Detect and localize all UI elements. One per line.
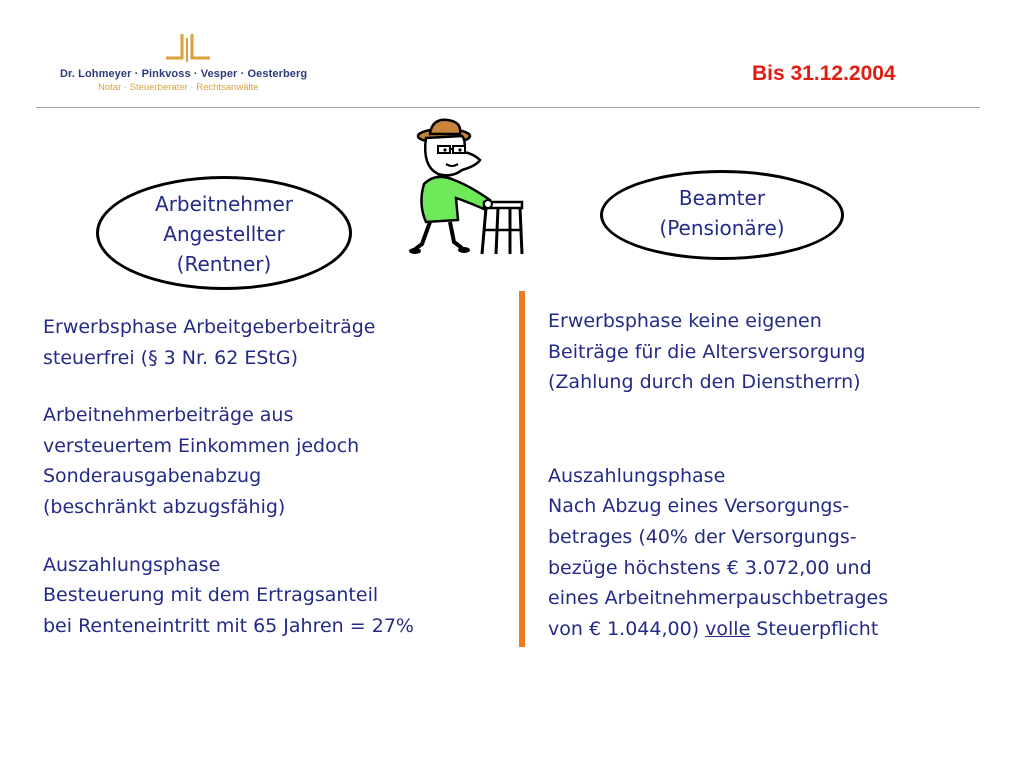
text-line: bei Renteneintritt mit 65 Jahren = 27% <box>43 614 414 637</box>
text-fragment: Steuerpflicht <box>750 617 879 640</box>
logo-firm-name: Dr. Lohmeyer · Pinkvoss · Vesper · Oesterberg <box>60 68 308 80</box>
civil-servant-tax-text <box>548 306 1018 644</box>
payout-phase-heading: Auszahlungsphase <box>548 464 726 487</box>
text-line: Arbeitnehmerbeiträge aus <box>43 404 294 427</box>
text-line: eines Arbeitnehmerpauschbetrages <box>548 587 889 610</box>
text-line: Erwerbsphase keine eigenen <box>548 310 822 332</box>
column-divider <box>519 291 525 647</box>
logo-mark-icon <box>162 32 214 66</box>
employee-ellipse <box>96 176 352 290</box>
text-line: betrages (40% der Versorgungs- <box>548 525 857 548</box>
civil-servant-ellipse-text <box>603 183 841 243</box>
employee-ellipse-text <box>99 189 349 279</box>
header-divider <box>36 107 980 108</box>
text-line: Nach Abzug eines Versorgungs- <box>548 495 850 518</box>
text-line <box>548 614 1018 645</box>
civil-servant-ellipse <box>600 170 844 260</box>
employee-ellipse-line: Angestellter <box>163 222 285 246</box>
text-line: versteuertem Einkommen jedoch <box>43 434 360 457</box>
firm-logo <box>60 28 320 98</box>
employee-ellipse-line: Arbeitnehmer <box>155 192 293 216</box>
logo-firm-subtitle: Notar · Steuerberater · Rechtsanwälte <box>98 82 259 93</box>
text-line: (beschränkt abzugsfähig) <box>43 495 286 518</box>
employee-ellipse-line: (Rentner) <box>176 252 272 276</box>
text-line: Beiträge für die Altersversorgung <box>548 340 866 363</box>
text-line: steuerfrei (§ 3 Nr. 62 EStG) <box>43 346 298 369</box>
underlined-emphasis: volle <box>705 617 751 640</box>
civil-servant-ellipse-line: Beamter <box>678 186 766 210</box>
text-line: Besteuerung mit dem Ertragsanteil <box>43 584 379 607</box>
text-line: (Zahlung durch den Dienstherrn) <box>548 371 861 394</box>
elderly-man-with-walker-icon <box>404 116 534 258</box>
text-fragment: von € 1.044,00) <box>548 617 706 640</box>
text-line: Erwerbsphase Arbeitgeberbeiträge <box>43 316 376 338</box>
text-line: bezüge höchstens € 3.072,00 und <box>548 556 872 579</box>
slide-date-heading: Bis 31.12.2004 <box>752 62 896 85</box>
employee-tax-text <box>43 312 515 641</box>
payout-phase-heading: Auszahlungsphase <box>43 553 221 576</box>
text-line: Sonderausgabenabzug <box>43 465 262 488</box>
civil-servant-ellipse-line: (Pensionäre) <box>659 216 785 240</box>
